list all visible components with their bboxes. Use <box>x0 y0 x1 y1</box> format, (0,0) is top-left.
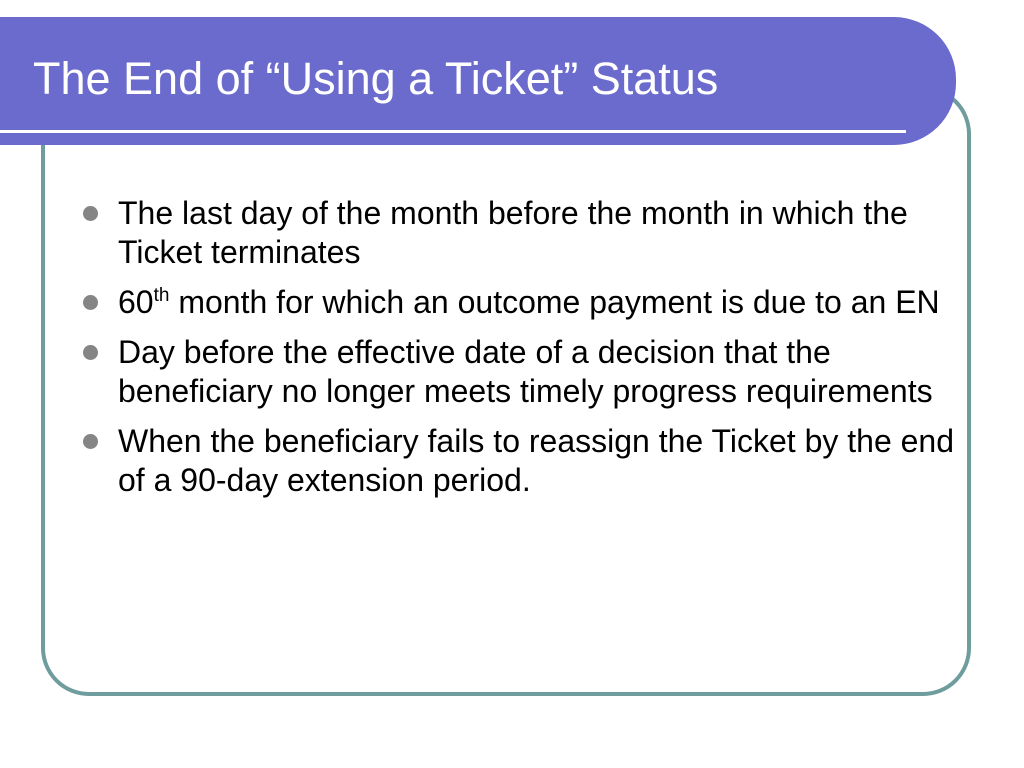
bullet-item <box>78 422 958 500</box>
bullet-text: When the beneficiary fails to reassign the Ticket by the end of a 90-day extension period. <box>118 423 955 498</box>
bullet-item <box>78 194 958 272</box>
bullet-item <box>78 283 958 322</box>
bullet-item <box>78 333 958 411</box>
bullet-number: 60 <box>118 284 154 320</box>
bullet-dot-icon <box>83 295 98 310</box>
bullet-text: Day before the effective date of a decision that the beneficiary no longer meets timely progress requirements <box>118 334 933 409</box>
bullet-dot-icon <box>83 434 98 449</box>
bullet-text: month for which an outcome payment is due to an EN <box>169 284 940 320</box>
bullet-text: The last day of the month before the month in which the Ticket terminates <box>118 195 908 270</box>
bullet-dot-icon <box>83 206 98 221</box>
bullet-dot-icon <box>83 345 98 360</box>
bullet-list <box>78 194 958 511</box>
bullet-superscript: th <box>153 285 170 306</box>
slide-title: The End of “Using a Ticket” Status <box>33 53 719 104</box>
title-underline <box>0 130 906 133</box>
